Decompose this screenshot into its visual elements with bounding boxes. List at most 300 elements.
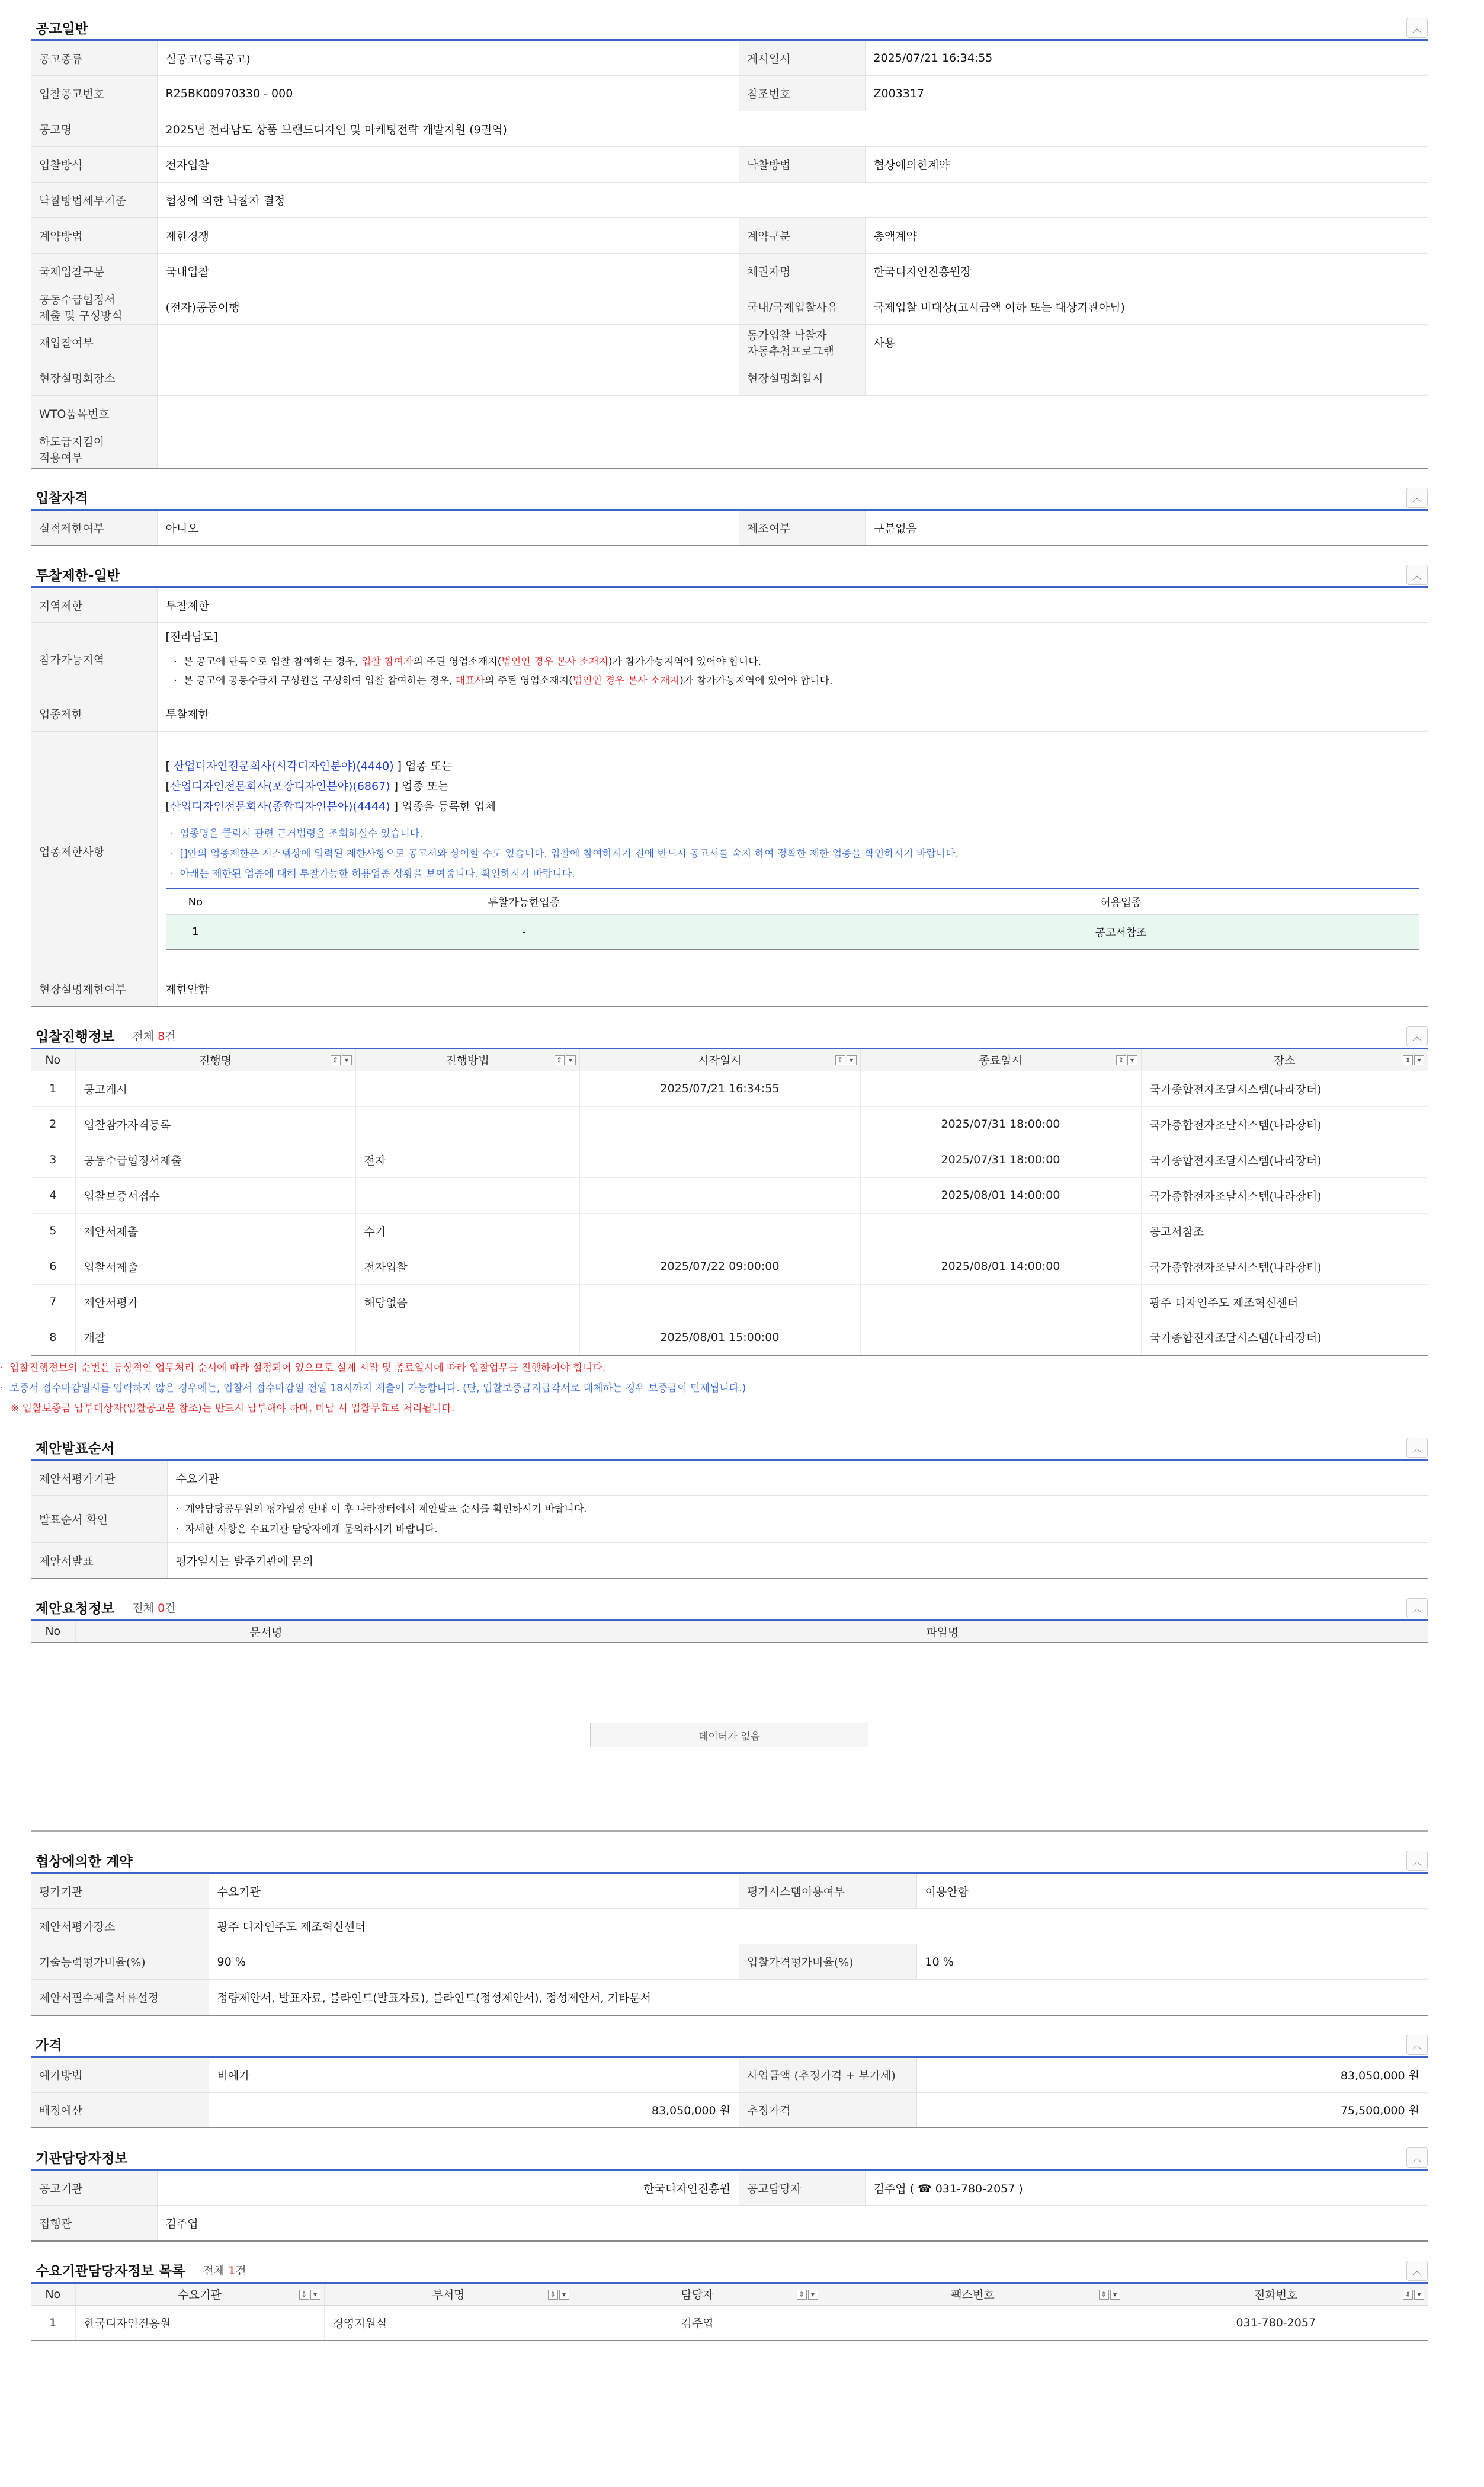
sort-icon[interactable]: ⇕: [548, 2290, 558, 2300]
industry-note: · []안의 업종제한은 시스템상에 입력된 제한사항으로 공고서와 상이할 수도 있습니다. 입찰에 참여하시기 전에 반드시 공고서를 숙지 하여 정확한 제한 업종을 확인하시기 바랍니다.: [171, 844, 1420, 864]
field-label: 업종제한: [31, 696, 157, 732]
table-cell: 4: [31, 1177, 75, 1213]
table-header-row: [31, 1620, 1428, 1643]
industry-note: · 아래는 제한된 업종에 대해 투찰가능한 허용업종 상황을 보여줍니다. 확인하시기 바랍니다.: [171, 864, 1420, 884]
table-row: [31, 1543, 1428, 1579]
demand-table: [31, 2282, 1428, 2342]
field-label: 제안서평가장소: [31, 1909, 209, 1944]
industry-text: [: [165, 800, 170, 814]
progress-header: [31, 1024, 1428, 1048]
dropdown-icon[interactable]: ▾: [1414, 1055, 1424, 1065]
note-part: 의 주된 영업소재지(: [484, 675, 573, 687]
industry-text: ] 업종 또는: [390, 780, 449, 793]
table-row: [31, 76, 1428, 111]
note-part: 입찰 참여자: [361, 656, 414, 668]
table-cell: [579, 1284, 860, 1320]
empty-area: [31, 1643, 1428, 1832]
sort-control[interactable]: [797, 2290, 818, 2300]
field-label: 입찰가격평가비율(%): [739, 1944, 916, 1980]
progress-note: · 보증서 접수마감일시를 입력하지 않은 경우에는, 입찰서 접수마감일 전일 18시까지 제출이 가능합니다. (단, 입찰보증금지급각서로 대체하는 경우 보증금이 면제됩니다.): [0, 1378, 1428, 1398]
qual-table: [31, 509, 1428, 546]
field-label: 참조번호: [739, 76, 865, 111]
price-table: [31, 2056, 1428, 2129]
table-row: [31, 1944, 1428, 1980]
chevron-up-icon[interactable]: ︿: [1406, 1026, 1428, 1046]
table-cell: [355, 1071, 579, 1106]
total-count: [203, 2262, 246, 2278]
field-value: [167, 1496, 1428, 1543]
table-cell: 전자: [355, 1142, 579, 1177]
nego-table: [31, 1872, 1428, 2016]
sort-icon[interactable]: ⇕: [299, 2290, 309, 2300]
field-value: 제한경쟁: [157, 218, 739, 254]
column-header-label: 수요기관: [178, 2288, 222, 2302]
table-cell: 8: [31, 1320, 75, 1355]
column-header-label: 장소: [1273, 1054, 1296, 1067]
field-value: 사용: [865, 325, 1428, 360]
field-label: 계약구분: [739, 218, 865, 254]
progress-section: [9, 1024, 1428, 1419]
count-number: 0: [158, 1602, 165, 1615]
column-header[interactable]: [573, 2283, 822, 2305]
field-value: 2025년 전라남도 상품 브랜드디자인 및 마케팅전략 개발지원 (9권역): [157, 111, 1428, 147]
column-header[interactable]: [822, 2283, 1124, 2305]
table-row: [31, 111, 1428, 147]
table-cell: 국가종합전자조달시스템(나라장터): [1141, 1106, 1428, 1142]
sort-control[interactable]: [835, 1055, 857, 1065]
table-cell: 개찰: [75, 1320, 355, 1355]
field-label: 재입찰여부: [31, 325, 157, 360]
general-header: [31, 15, 1428, 39]
column-header[interactable]: [75, 1048, 355, 1071]
note-part: 대표사: [455, 675, 485, 687]
field-value: 75,500,000 원: [916, 2092, 1428, 2128]
field-label: 실적제한여부: [31, 510, 157, 545]
price-header: [31, 2033, 1428, 2056]
note-part: )가 참가가능지역에 있어야 합니다.: [608, 656, 762, 668]
column-header[interactable]: [31, 2283, 75, 2305]
field-label: 공고기관: [31, 2170, 157, 2206]
field-value: 투찰제한: [157, 696, 1428, 732]
field-value: [865, 360, 1428, 396]
dropdown-icon[interactable]: ▾: [1127, 1055, 1137, 1065]
section-title: 협상에의한 계약: [36, 1854, 133, 1870]
table-row: [31, 183, 1428, 218]
field-value: 한국디자인진흥원: [157, 2170, 739, 2206]
table-cell: [860, 1320, 1141, 1355]
table-cell: [579, 1177, 860, 1213]
sort-control[interactable]: [548, 2290, 569, 2300]
progress-notes: [0, 1356, 1428, 1419]
sort-control[interactable]: [555, 1055, 576, 1065]
field-label: 기술능력평가비율(%): [31, 1944, 209, 1980]
field-value: [157, 431, 1428, 468]
column-header: No: [31, 1620, 75, 1643]
sort-icon[interactable]: ⇕: [835, 1055, 845, 1065]
chevron-up-icon[interactable]: ︿: [1406, 18, 1428, 38]
note-part: 본 공고에 단독으로 입찰 참여하는 경우,: [183, 656, 362, 668]
industry-text: ] 업종을 등록한 업체: [390, 800, 496, 814]
field-value: [157, 396, 1428, 431]
chevron-up-icon[interactable]: ︿: [1406, 488, 1428, 508]
field-value: 90 %: [209, 1944, 739, 1980]
field-label: 동가입찰 낙찰자 자동추첨프로그램: [739, 325, 865, 360]
field-value: 제한안함: [157, 971, 1428, 1007]
field-value: 광주 디자인주도 제조혁신센터: [209, 1909, 1428, 1944]
field-value: 전자입찰: [157, 147, 739, 183]
note-part: 의 주된 영업소재지(: [413, 656, 502, 668]
field-value: 실공고(등록공고): [157, 40, 739, 76]
table-row[interactable]: [31, 1284, 1428, 1320]
table-cell: 2025/07/22 09:00:00: [579, 1249, 860, 1284]
column-header-label: No: [45, 1053, 61, 1067]
column-header-label: 진행명: [198, 1054, 232, 1067]
field-value: 평가일시는 발주기관에 문의: [167, 1543, 1428, 1579]
table-row: [31, 218, 1428, 254]
count-prefix: 전체: [132, 1030, 158, 1043]
field-label: 업종제한사항: [31, 732, 157, 971]
sort-control[interactable]: [1116, 1055, 1137, 1065]
general-section: [31, 15, 1428, 469]
column-header: 투찰가능한업종: [225, 889, 822, 915]
dropdown-icon[interactable]: ▾: [310, 2290, 320, 2300]
chevron-up-icon[interactable]: ︿: [1406, 1851, 1428, 1871]
column-header: No: [166, 889, 226, 915]
qual-header: [31, 485, 1428, 509]
field-label: 참가가능지역: [31, 623, 157, 696]
field-label: 공고담당자: [739, 2170, 865, 2206]
count-suffix: 건: [165, 1602, 176, 1615]
count-prefix: 전체: [203, 2264, 229, 2277]
restrict-header: [31, 562, 1428, 586]
request-table: [31, 1619, 1428, 1644]
field-label: 국제입찰구분: [31, 254, 157, 289]
demand-header: [31, 2258, 1428, 2282]
field-value: 협상에 의한 낙찰자 결정: [157, 183, 1428, 218]
table-row: [31, 1496, 1428, 1543]
table-cell: [355, 1106, 579, 1142]
sort-icon[interactable]: ⇕: [1116, 1055, 1126, 1065]
area-note: [174, 671, 1420, 690]
field-label: 게시일시: [739, 40, 865, 76]
allowed-industry-table: [166, 888, 1420, 950]
table-row: [31, 1460, 1428, 1496]
field-label: 제조여부: [739, 510, 865, 545]
table-cell: 공고서참조: [1141, 1213, 1428, 1249]
table-row: [31, 623, 1428, 696]
progress-note: · 입찰진행정보의 순번은 통상적인 업무처리 순서에 따라 설정되어 있으므로 실제 시작 및 종료일시에 따라 입찰업무를 진행하여야 합니다.: [0, 1358, 1428, 1378]
column-header-label: 부서명: [432, 2288, 465, 2302]
table-row: [31, 510, 1428, 545]
general-table: [31, 39, 1428, 469]
field-value: 한국디자인진흥원장: [865, 254, 1428, 289]
field-value: 김주엽 ( ☎ 031-780-2057 ): [865, 2170, 1428, 2206]
field-value: [157, 325, 739, 360]
contact-header: [31, 2145, 1428, 2169]
nego-section: [31, 1848, 1428, 2016]
presentation-table: [31, 1459, 1428, 1579]
column-header-label: 팩스번호: [951, 2288, 995, 2302]
table-cell: 7: [31, 1284, 75, 1320]
column-header[interactable]: [324, 2283, 573, 2305]
table-row[interactable]: [31, 1071, 1428, 1106]
field-label: 하도급지킴이 적용여부: [31, 431, 157, 468]
dropdown-icon[interactable]: ▾: [559, 2290, 569, 2300]
industry-text: [: [165, 780, 170, 793]
chevron-up-icon[interactable]: ︿: [1406, 2261, 1428, 2281]
note-part: 법인인 경우 본사 소재지: [572, 675, 680, 687]
request-header: [31, 1596, 1428, 1619]
progress-table: [31, 1048, 1428, 1356]
section-title: 입찰자격: [36, 491, 88, 506]
field-value: 국제입찰 비대상(고시금액 이하 또는 대상기관아님): [865, 289, 1428, 325]
industry-notes: [171, 824, 1420, 884]
field-label: 평가기관: [31, 1873, 209, 1909]
table-cell: 공고서참조: [822, 915, 1419, 949]
field-value: 83,050,000 원: [209, 2092, 739, 2128]
table-row: [166, 915, 1420, 949]
table-cell: 국가종합전자조달시스템(나라장터): [1141, 1249, 1428, 1284]
field-value: 투찰제한: [157, 587, 1428, 623]
table-cell: 2025/07/21 16:34:55: [579, 1071, 860, 1106]
sort-control[interactable]: [1403, 1055, 1424, 1065]
table-cell: [822, 2305, 1124, 2341]
chevron-up-icon[interactable]: ︿: [1406, 2147, 1428, 2168]
count-number: 8: [158, 1030, 165, 1043]
table-cell: [579, 1213, 860, 1249]
table-cell: 입찰보증서접수: [75, 1177, 355, 1213]
dropdown-icon[interactable]: ▾: [342, 1055, 352, 1065]
field-label: 공고명: [31, 111, 157, 147]
column-header-label: 종료일시: [979, 1054, 1023, 1067]
column-header: 허용업종: [822, 889, 1419, 915]
column-header[interactable]: [579, 1048, 860, 1071]
column-header[interactable]: [860, 1048, 1141, 1071]
table-header-row: [166, 889, 1420, 915]
section-title: 투찰제한-일반: [36, 568, 120, 584]
section-title: 가격: [36, 2038, 62, 2053]
field-value: [157, 732, 1428, 971]
table-cell: 한국디자인진흥원: [75, 2305, 324, 2341]
table-cell: 2025/08/01 14:00:00: [860, 1249, 1141, 1284]
column-header[interactable]: [31, 1048, 75, 1071]
request-section: [31, 1596, 1428, 1832]
dropdown-icon[interactable]: ▾: [847, 1055, 857, 1065]
page-root: [0, 15, 1484, 2487]
table-header-row: [31, 1048, 1428, 1071]
table-row: [31, 147, 1428, 183]
dropdown-icon[interactable]: ▾: [808, 2290, 818, 2300]
sort-icon[interactable]: ⇕: [1099, 2290, 1109, 2300]
field-label: 집행관: [31, 2206, 157, 2241]
column-header: 문서명: [75, 1620, 457, 1643]
area-name: [전라남도]: [165, 630, 218, 644]
table-row[interactable]: [31, 2305, 1428, 2341]
section-title: 제안발표순서: [36, 1441, 115, 1457]
area-note: [174, 652, 1420, 671]
table-cell: 2025/07/31 18:00:00: [860, 1142, 1141, 1177]
table-cell: 공동수급협정서제출: [75, 1142, 355, 1177]
field-label: 공동수급협정서 제출 및 구성방식: [31, 289, 157, 325]
table-cell: 1: [166, 915, 226, 949]
table-row: [31, 696, 1428, 732]
dropdown-icon[interactable]: ▾: [1110, 2290, 1120, 2300]
column-header[interactable]: [355, 1048, 579, 1071]
table-cell: 제안서평가: [75, 1284, 355, 1320]
field-label: 발표순서 확인: [31, 1496, 167, 1543]
sort-control[interactable]: [331, 1055, 352, 1065]
table-row[interactable]: [31, 1249, 1428, 1284]
industry-line: [166, 776, 1420, 796]
field-value: 총액계약: [865, 218, 1428, 254]
table-row: [31, 1980, 1428, 2015]
table-cell: [860, 1284, 1141, 1320]
column-header-label: 담당자: [681, 2288, 714, 2302]
sort-icon[interactable]: ⇕: [797, 2290, 807, 2300]
table-row: [31, 732, 1428, 971]
column-header: 파일명: [457, 1620, 1428, 1643]
table-cell: 3: [31, 1142, 75, 1177]
demand-section: [31, 2258, 1428, 2342]
table-cell: [860, 1213, 1141, 1249]
industry-text: ] 업종 또는: [393, 760, 453, 773]
table-row: [31, 1873, 1428, 1909]
field-value: 아니오: [157, 510, 739, 545]
table-cell: 광주 디자인주도 제조혁신센터: [1141, 1284, 1428, 1320]
table-row[interactable]: [31, 1106, 1428, 1142]
table-row[interactable]: [31, 1142, 1428, 1177]
sort-icon[interactable]: ⇕: [331, 1055, 341, 1065]
sort-control[interactable]: [1099, 2290, 1120, 2300]
section-title: 제안요청정보: [36, 1601, 115, 1617]
dropdown-icon[interactable]: ▾: [1414, 2290, 1424, 2300]
industry-link[interactable]: 산업디자인전문회사(시각디자인분야)(4440): [173, 760, 394, 773]
sort-control[interactable]: [299, 2290, 320, 2300]
field-label: 예가방법: [31, 2057, 209, 2092]
chevron-up-icon[interactable]: ︿: [1406, 1438, 1428, 1458]
table-cell: 1: [31, 2305, 75, 2341]
sort-control[interactable]: [1403, 2290, 1424, 2300]
table-row[interactable]: [31, 1177, 1428, 1213]
count-number: 1: [228, 2264, 236, 2277]
note-part: 본 공고에 공동수급체 구성원을 구성하여 입찰 참여하는 경우,: [183, 675, 456, 687]
table-row: [31, 289, 1428, 325]
field-value: 정량제안서, 발표자료, 블라인드(발표자료), 블라인드(정성제안서), 정성제안서, 기타문서: [209, 1980, 1428, 2015]
table-cell: [579, 1106, 860, 1142]
count-prefix: 전체: [132, 1602, 158, 1615]
table-row: [31, 2170, 1428, 2206]
section-title: 공고일반: [36, 21, 88, 37]
sort-icon[interactable]: ⇕: [1403, 1055, 1413, 1065]
table-row: [31, 1909, 1428, 1944]
table-cell: -: [225, 915, 822, 949]
industry-link[interactable]: 산업디자인전문회사(포장디자인분야)(6867): [169, 780, 390, 793]
chevron-up-icon[interactable]: ︿: [1406, 2035, 1428, 2055]
chevron-up-icon[interactable]: ︿: [1406, 1598, 1428, 1618]
column-header-label: No: [45, 2287, 61, 2301]
table-cell: 5: [31, 1213, 75, 1249]
field-value: (전자)공동이행: [157, 289, 739, 325]
table-row[interactable]: [31, 1320, 1428, 1355]
field-label: 현장설명회장소: [31, 360, 157, 396]
sort-icon[interactable]: ⇕: [1403, 2290, 1413, 2300]
note-part: 법인인 경우 본사 소재지: [501, 656, 608, 668]
field-value: 10 %: [916, 1944, 1428, 1980]
table-cell: 국가종합전자조달시스템(나라장터): [1141, 1142, 1428, 1177]
industry-link[interactable]: 산업디자인전문회사(종합디자인분야)(4444): [169, 800, 390, 814]
column-header-label: 전화번호: [1254, 2288, 1298, 2302]
table-cell: 1: [31, 1071, 75, 1106]
count-suffix: 건: [235, 2264, 246, 2277]
field-label: 낙찰방법: [739, 147, 865, 183]
chevron-up-icon[interactable]: ︿: [1406, 565, 1428, 585]
field-value: 구분없음: [865, 510, 1428, 545]
table-cell: 해당없음: [355, 1284, 579, 1320]
table-cell: 수기: [355, 1213, 579, 1249]
table-cell: 입찰서제출: [75, 1249, 355, 1284]
table-cell: [355, 1320, 579, 1355]
table-row: [31, 431, 1428, 468]
table-row[interactable]: [31, 1213, 1428, 1249]
table-row: [31, 40, 1428, 76]
field-label: 배정예산: [31, 2092, 209, 2128]
field-label: 지역제한: [31, 587, 157, 623]
info-line: · 계약담당공무원의 평가일정 안내 이 후 나라장터에서 제안발표 순서를 확인하시기 바랍니다.: [176, 1499, 1420, 1519]
column-header[interactable]: [1141, 1048, 1428, 1071]
field-label: 입찰방식: [31, 147, 157, 183]
table-cell: 김주엽: [573, 2305, 822, 2341]
field-value: R25BK00970330 - 000: [157, 76, 739, 111]
contact-section: [31, 2145, 1428, 2242]
table-row: [31, 254, 1428, 289]
table-row: [31, 2057, 1428, 2092]
industry-note: · 업종명을 클릭시 관련 근거법령을 조회하실수 있습니다.: [171, 824, 1420, 844]
restrict-section: [31, 562, 1428, 1007]
sort-icon[interactable]: ⇕: [555, 1055, 565, 1065]
column-header-label: 시작일시: [698, 1054, 742, 1067]
column-header[interactable]: [75, 2283, 324, 2305]
section-title: 기관담당자정보: [36, 2150, 128, 2166]
table-cell: 국가종합전자조달시스템(나라장터): [1141, 1071, 1428, 1106]
progress-note: ※ 입찰보증금 납부대상자(입찰공고문 참조)는 반드시 납부해야 하며, 미납 시 입찰무효로 처리됩니다.: [11, 1403, 455, 1414]
field-label: 평가시스템이용여부: [739, 1873, 916, 1909]
dropdown-icon[interactable]: ▾: [566, 1055, 576, 1065]
field-label: 사업금액 (추정가격 + 부가세): [739, 2057, 916, 2092]
restrict-table: [31, 586, 1428, 1007]
column-header[interactable]: [1124, 2283, 1428, 2305]
field-label: 현장설명회일시: [739, 360, 865, 396]
table-cell: [355, 1177, 579, 1213]
table-cell: 2025/08/01 14:00:00: [860, 1177, 1141, 1213]
presentation-header: [31, 1435, 1428, 1459]
total-count: [132, 1028, 175, 1044]
table-row: [31, 971, 1428, 1007]
field-value: 83,050,000 원: [916, 2057, 1428, 2092]
table-row: [31, 2206, 1428, 2241]
table-cell: [579, 1142, 860, 1177]
field-label: 채권자명: [739, 254, 865, 289]
field-label: 국내/국제입찰사유: [739, 289, 865, 325]
field-value: [157, 360, 739, 396]
field-label: 계약방법: [31, 218, 157, 254]
field-label: 제안서필수제출서류설정: [31, 1980, 209, 2015]
note-part: )가 참가가능지역에 있어야 합니다.: [680, 675, 833, 687]
industry-line: [166, 796, 1420, 817]
field-value: Z003317: [865, 76, 1428, 111]
table-row: [31, 396, 1428, 431]
field-value: 수요기관: [209, 1873, 739, 1909]
total-count: [132, 1599, 175, 1615]
